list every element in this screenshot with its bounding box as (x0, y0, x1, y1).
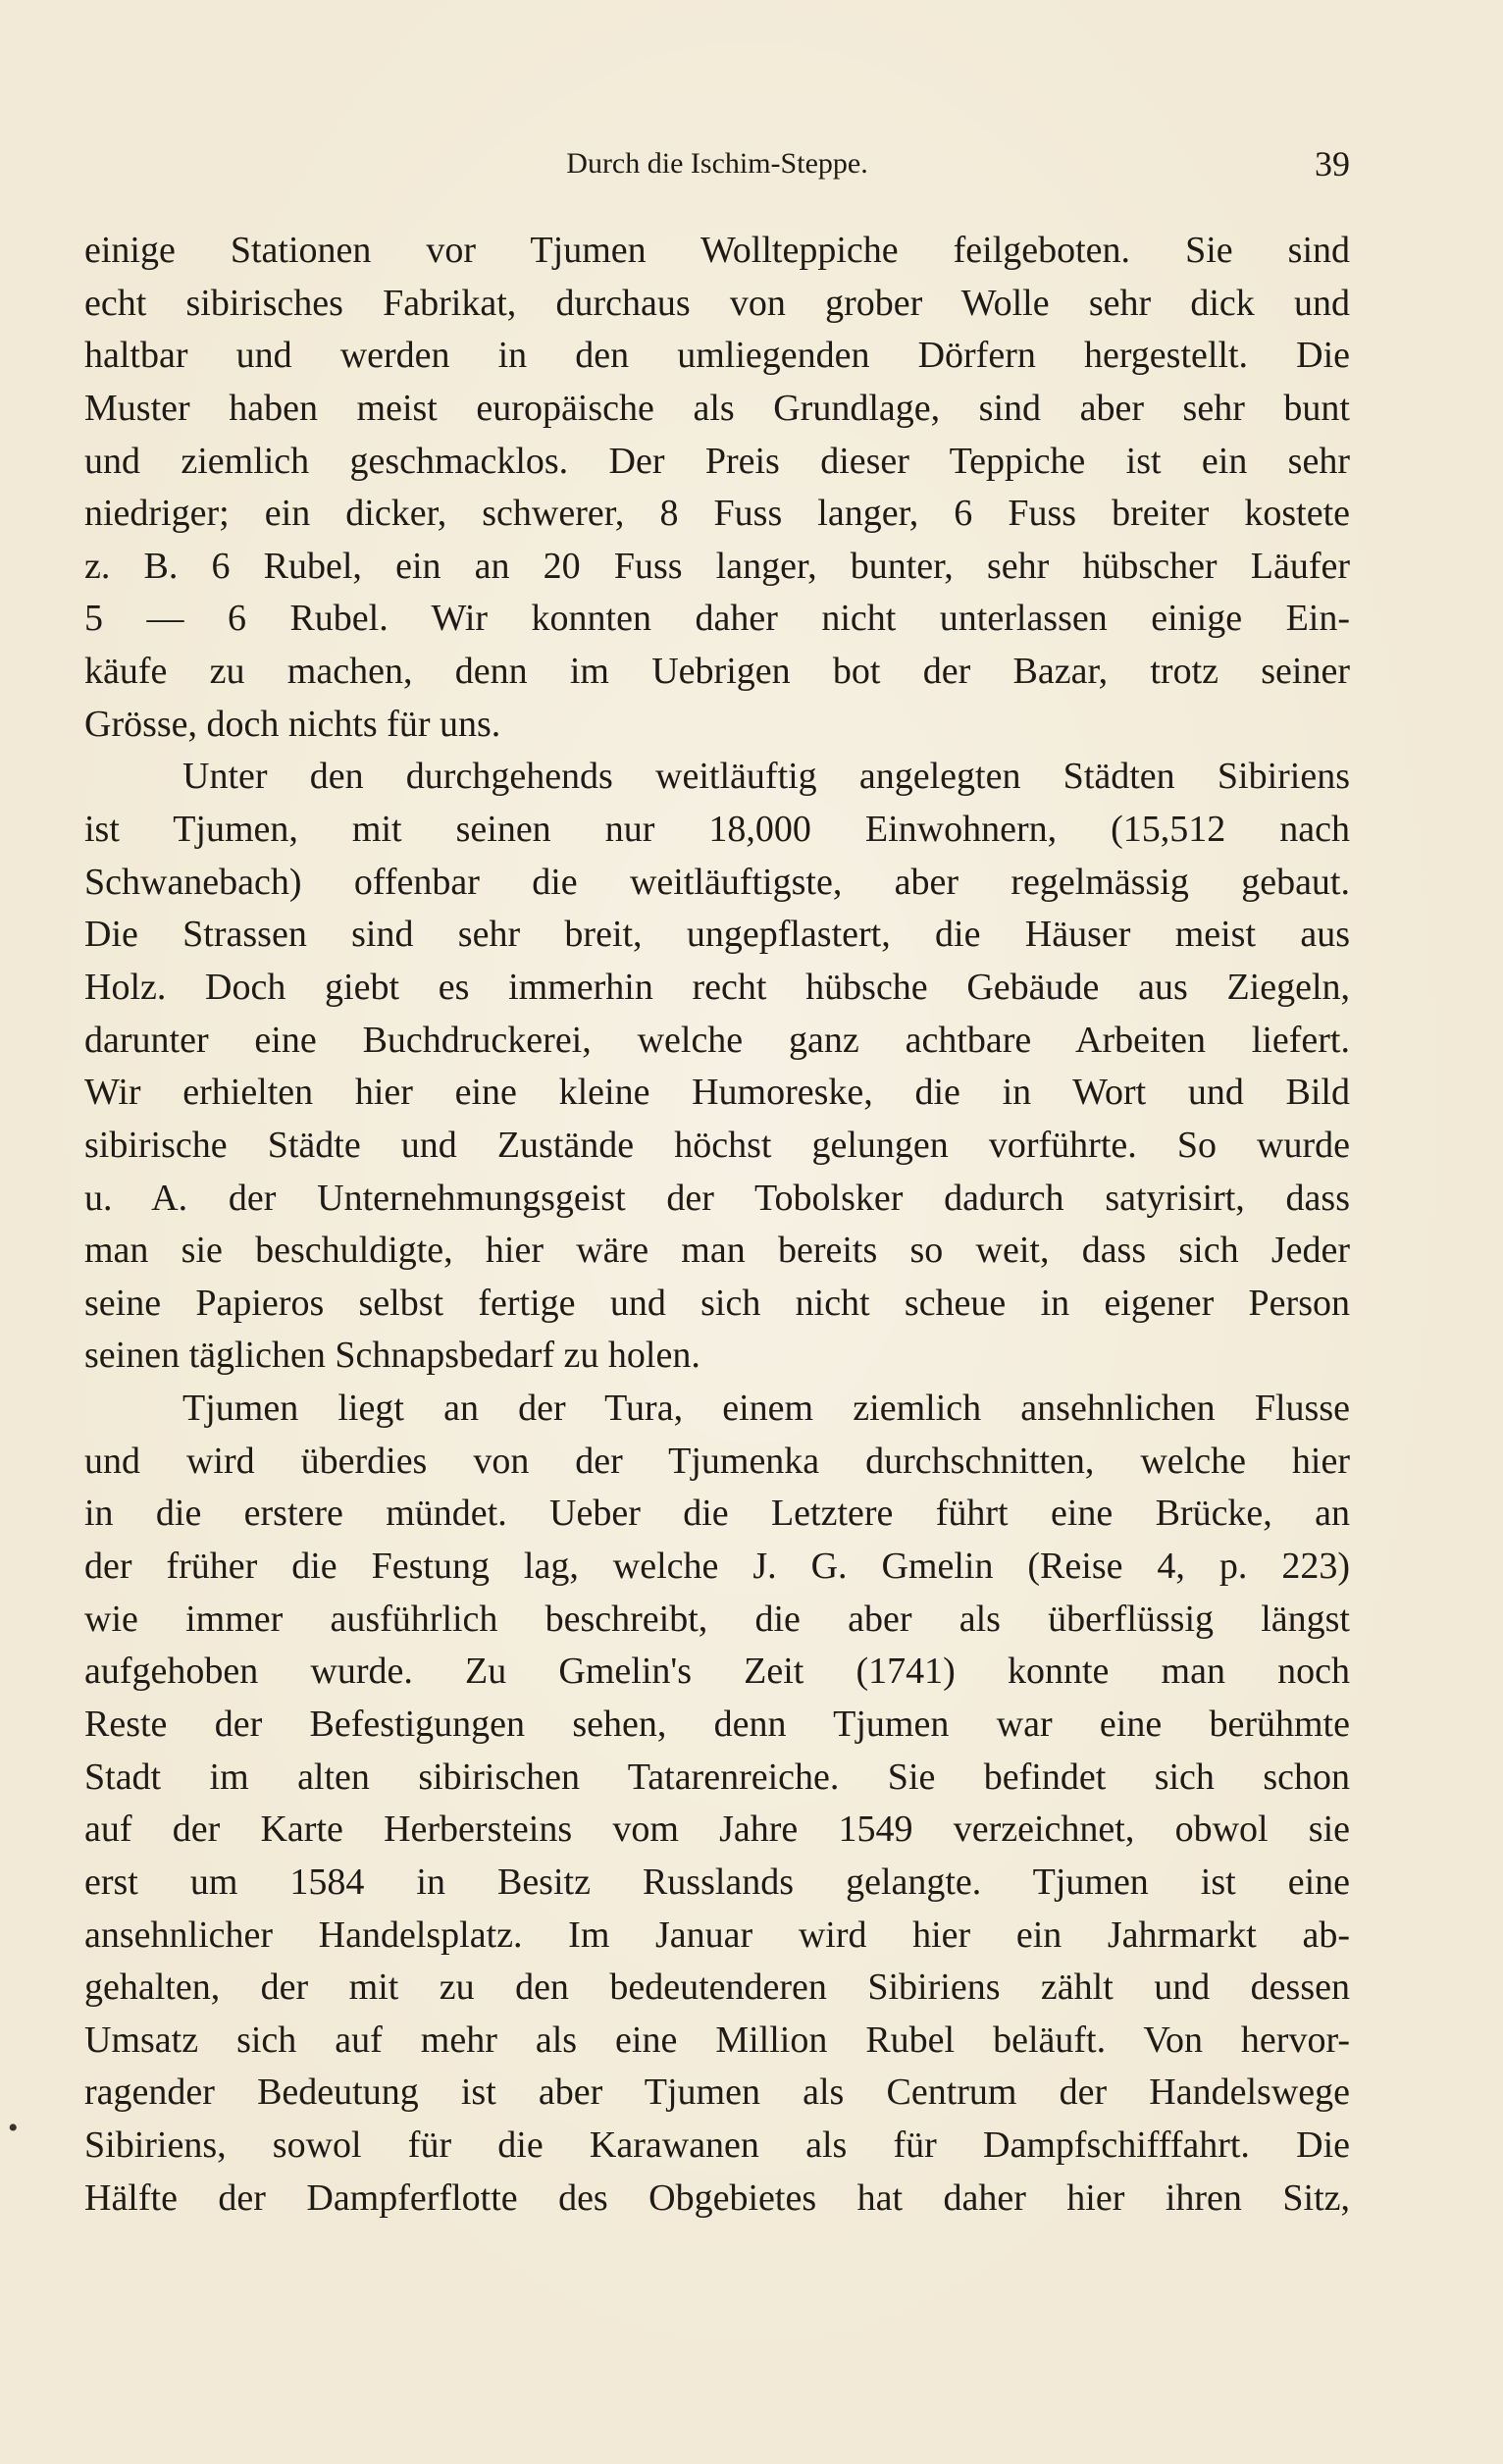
text-line: Unter den durchgehends weitläuftig angelegten Städten Sibiriens (182, 756, 1350, 798)
running-head (84, 139, 1350, 188)
text-line: Die Strassen sind sehr breit, ungepflastert, die Häuser meist aus (84, 914, 1350, 956)
text-line: und wird überdies von der Tjumenka durchschnitten, welche hier (84, 1440, 1350, 1482)
text-line: Wir erhielten hier eine kleine Humoreske, die in Wort und Bild (84, 1072, 1350, 1114)
text-line: u. A. der Unternehmungsgeist der Tobolsker dadurch satyrisirt, dass (84, 1177, 1350, 1219)
margin-mark: • (8, 2112, 19, 2144)
text-line: Sibiriens, sowol für die Karawanen als für Dampfschifffahrt. Die (84, 2124, 1350, 2167)
text-line: seine Papieros selbst fertige und sich nicht scheue in eigener Person (84, 1282, 1350, 1324)
text-line: der früher die Festung lag, welche J. G. Gmelin (Reise 4, p. 223) (84, 1546, 1350, 1588)
text-line: einige Stationen vor Tjumen Wollteppiche feilgeboten. Sie sind (84, 230, 1350, 271)
text-line: Umsatz sich auf mehr als eine Million Rubel beläuft. Von hervor- (84, 2018, 1350, 2061)
paragraph (84, 225, 1350, 751)
text-line: Reste der Befestigungen sehen, denn Tjumen war eine berühmte (84, 1703, 1350, 1745)
text-line: gehalten, der mit zu den bedeutenderen Sibiriens zählt und dessen (84, 1966, 1350, 2009)
running-head-title: Durch die Ischim-Steppe. (566, 147, 868, 180)
text-line: sibirische Städte und Zustände höchst gelungen vorführte. So wurde (84, 1124, 1350, 1166)
text-line: käufe zu machen, denn im Uebrigen bot der Bazar, trotz seiner (84, 651, 1350, 693)
text-line: Tjumen liegt an der Tura, einem ziemlich ansehnlichen Flusse (182, 1388, 1350, 1430)
text-line: Grösse, doch nichts für uns. (84, 703, 501, 745)
text-line: wie immer ausführlich beschreibt, die aber als überflüssig längst (84, 1598, 1350, 1640)
text-line: z. B. 6 Rubel, ein an 20 Fuss langer, bunter, sehr hübscher Läufer (84, 545, 1350, 587)
text-line: ragender Bedeutung ist aber Tjumen als Centrum der Handelswege (84, 2071, 1350, 2114)
text-line: 5 — 6 Rubel. Wir konnten daher nicht unterlassen einige Ein- (84, 598, 1350, 640)
text-line: seinen täglichen Schnapsbedarf zu holen. (84, 1335, 700, 1377)
text-line: aufgehoben wurde. Zu Gmelin's Zeit (1741) konnte man noch (84, 1651, 1350, 1693)
text-line: erst um 1584 in Besitz Russlands gelangte. Tjumen ist eine (84, 1861, 1350, 1903)
text-line: ansehnlicher Handelsplatz. Im Januar wird hier ein Jahrmarkt ab- (84, 1914, 1350, 1956)
text-line: auf der Karte Herbersteins vom Jahre 1549 verzeichnet, obwol sie (84, 1809, 1350, 1851)
text-line: niedriger; ein dicker, schwerer, 8 Fuss langer, 6 Fuss breiter kostete (84, 493, 1350, 535)
text-line: und ziemlich geschmacklos. Der Preis dieser Teppiche ist ein sehr (84, 440, 1350, 482)
text-line: Holz. Doch giebt es immerhin recht hübsche Gebäude aus Ziegeln, (84, 966, 1350, 1008)
text-line: ist Tjumen, mit seinen nur 18,000 Einwohnern, (15,512 nach (84, 809, 1350, 851)
text-line: echt sibirisches Fabrikat, durchaus von grober Wolle sehr dick und (84, 282, 1350, 324)
text-line: Stadt im alten sibirischen Tatarenreiche. Sie befindet sich schon (84, 1756, 1350, 1798)
text-line: darunter eine Buchdruckerei, welche ganz achtbare Arbeiten liefert. (84, 1019, 1350, 1061)
text-line: haltbar und werden in den umliegenden Dörfern hergestellt. Die (84, 335, 1350, 377)
text-line: Schwanebach) offenbar die weitläuftigste, aber regelmässig gebaut. (84, 861, 1350, 903)
paragraph (84, 1383, 1350, 2225)
text-line: man sie beschuldigte, hier wäre man bereits so weit, dass sich Jeder (84, 1230, 1350, 1272)
text-line: Muster haben meist europäische als Grundlage, sind aber sehr bunt (84, 387, 1350, 429)
text-line: in die erstere mündet. Ueber die Letztere führt eine Brücke, an (84, 1493, 1350, 1535)
body-text (84, 225, 1350, 2225)
page-number: 39 (1315, 144, 1350, 183)
text-line: Hälfte der Dampferflotte des Obgebietes hat daher hier ihren Sitz, (84, 2176, 1350, 2219)
paragraph (84, 751, 1350, 1383)
